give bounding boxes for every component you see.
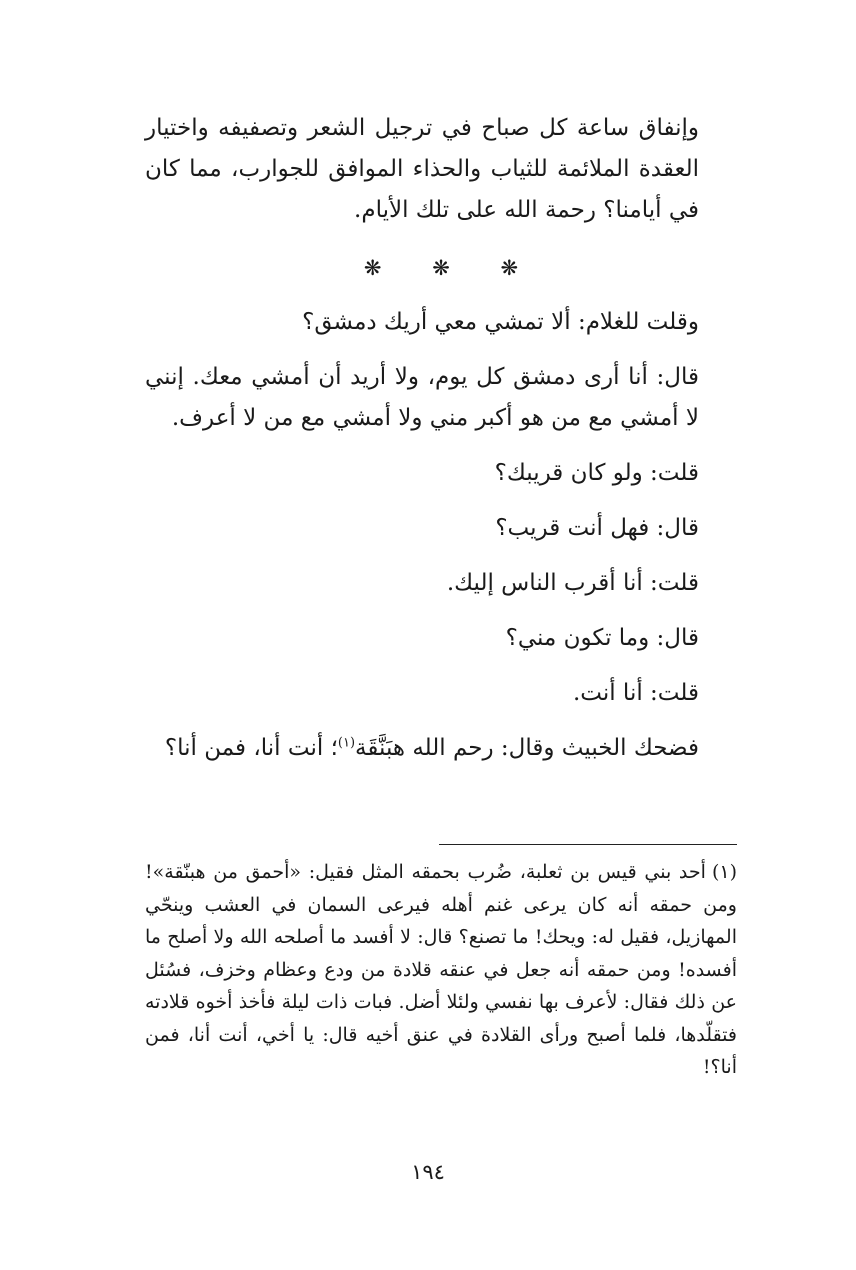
- paragraph-question: وقلت للغلام: ألا تمشي معي أريك دمشق؟: [302, 309, 699, 335]
- footnote-divider: [439, 844, 737, 845]
- dialogue-line-3: قلت: أنا أقرب الناس إليك.: [446, 570, 699, 596]
- footnote-marker: (١): [711, 861, 737, 883]
- book-page-body: [145, 108, 737, 769]
- footnote-reference[interactable]: (١): [337, 735, 356, 751]
- dialogue-line-1: قلت: ولو كان قريبك؟: [494, 460, 699, 486]
- page-number: ١٩٤: [411, 1160, 445, 1184]
- paragraph-closing: [145, 728, 737, 769]
- dialogue-line-4: قال: وما تكون مني؟: [505, 625, 699, 651]
- paragraph-reply: قال: أنا أرى دمشق كل يوم، ولا أريد أن أمشي معك. إنني لا أمشي مع من هو أكبر مني ولا أمشي مع من لا أعرف.: [145, 364, 699, 431]
- dialogue-line-2: قال: فهل أنت قريب؟: [495, 515, 699, 541]
- footnote: [145, 856, 737, 1084]
- closing-text-end: ؛ أنت أنا، فمن أنا؟: [164, 735, 338, 761]
- closing-text-start: فضحك الخبيث وقال: رحم الله هبَنَّقَة: [355, 735, 699, 761]
- dialogue-line-5: قلت: أنا أنت.: [572, 680, 699, 706]
- section-separator: ❋ ❋ ❋: [363, 256, 541, 280]
- paragraph-intro: وإنفاق ساعة كل صباح في ترجيل الشعر وتصفيفه واختيار العقدة الملائمة للثياب والحذاء الموافق للجوارب، مما كان في أيامنا؟ رحمة الله على تلك الأيام.: [145, 115, 699, 223]
- footnote-text: أحد بني قيس بن ثعلبة، ضُرب بحمقه المثل فقيل: «أحمق من هبنّقة»! ومن حمقه أنه كان يرعى غنم أهله فيرعى السمان في العشب وينحّي المهازيل، فقيل له: ويحك! ما تصنع؟ قال: لا أفسد ما أصلحه الله ولا أصلح ما أفسده! ومن حمقه أنه جعل في عنقه قلادة من ودع وعظام وخزف، فسُئل عن ذلك فقال: لأعرف بها نفسي ولئلا أضل. فبات ذات ليلة فأخذ أخوه قلادته فتقلّدها، فلما أصبح ورأى القلادة في عنق أخيه قال: يا أخي، أنت أنا، فمن أنا؟!: [145, 861, 737, 1078]
